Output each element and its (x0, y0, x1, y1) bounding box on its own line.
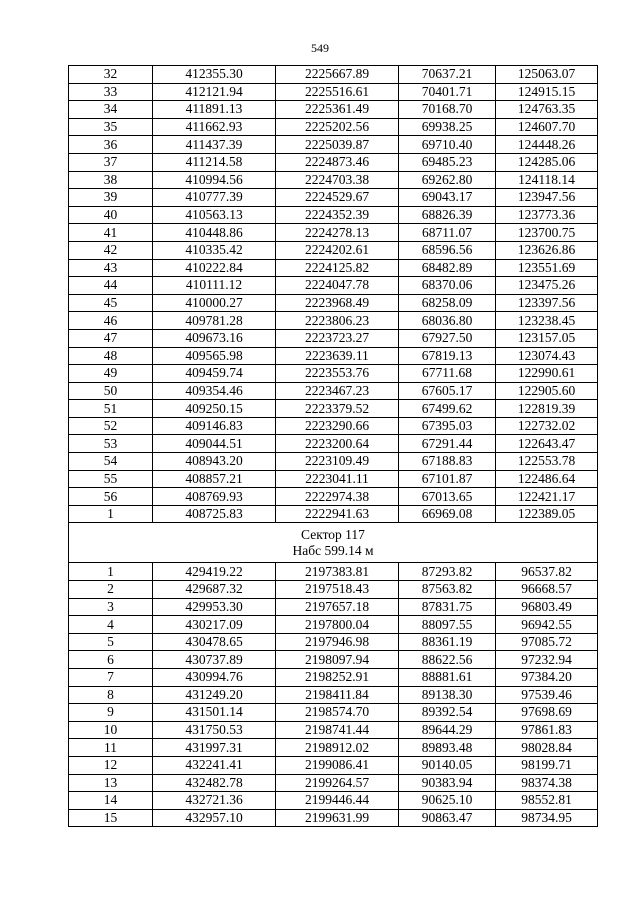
y-local-cell: 123773.36 (496, 206, 598, 224)
x-coordinate-cell: 408725.83 (153, 505, 276, 523)
x-coordinate-cell: 409673.16 (153, 329, 276, 347)
point-number-cell: 52 (69, 417, 153, 435)
y-coordinate-cell: 2198252.91 (276, 669, 399, 687)
y-local-cell: 96537.82 (496, 563, 598, 581)
x-coordinate-cell: 430478.65 (153, 633, 276, 651)
y-local-cell: 98734.95 (496, 809, 598, 827)
x-local-cell: 70168.70 (399, 101, 496, 119)
block2-body (69, 563, 598, 827)
x-coordinate-cell: 430217.09 (153, 616, 276, 634)
table-row (69, 616, 598, 634)
x-local-cell: 66969.08 (399, 505, 496, 523)
x-coordinate-cell: 409354.46 (153, 382, 276, 400)
y-coordinate-cell: 2224202.61 (276, 241, 399, 259)
y-coordinate-cell: 2225361.49 (276, 101, 399, 119)
y-coordinate-cell: 2198411.84 (276, 686, 399, 704)
y-coordinate-cell: 2225667.89 (276, 66, 399, 84)
point-number-cell: 54 (69, 453, 153, 471)
point-number-cell: 45 (69, 294, 153, 312)
x-local-cell: 68258.09 (399, 294, 496, 312)
y-coordinate-cell: 2223723.27 (276, 329, 399, 347)
y-coordinate-cell: 2225039.87 (276, 136, 399, 154)
point-number-cell: 43 (69, 259, 153, 277)
x-coordinate-cell: 410111.12 (153, 277, 276, 295)
x-coordinate-cell: 409565.98 (153, 347, 276, 365)
section-header-row (69, 523, 598, 563)
table-row (69, 224, 598, 242)
x-local-cell: 88361.19 (399, 633, 496, 651)
x-coordinate-cell: 412121.94 (153, 83, 276, 101)
y-coordinate-cell: 2224352.39 (276, 206, 399, 224)
table-row (69, 417, 598, 435)
y-coordinate-cell: 2199446.44 (276, 792, 399, 810)
x-coordinate-cell: 429953.30 (153, 598, 276, 616)
x-local-cell: 69710.40 (399, 136, 496, 154)
table-row (69, 400, 598, 418)
table-row (69, 704, 598, 722)
point-number-cell: 42 (69, 241, 153, 259)
section-subtitle: Набс 599.14 м (292, 543, 374, 559)
x-coordinate-cell: 432241.41 (153, 756, 276, 774)
point-number-cell: 50 (69, 382, 153, 400)
point-number-cell: 3 (69, 598, 153, 616)
x-coordinate-cell: 410777.39 (153, 189, 276, 207)
x-coordinate-cell: 411437.39 (153, 136, 276, 154)
x-local-cell: 67605.17 (399, 382, 496, 400)
y-coordinate-cell: 2224047.78 (276, 277, 399, 295)
y-local-cell: 124915.15 (496, 83, 598, 101)
y-coordinate-cell: 2223041.11 (276, 470, 399, 488)
section-header-body (69, 523, 598, 563)
point-number-cell: 40 (69, 206, 153, 224)
y-coordinate-cell: 2223553.76 (276, 365, 399, 383)
point-number-cell: 11 (69, 739, 153, 757)
x-coordinate-cell: 432721.36 (153, 792, 276, 810)
table-row (69, 136, 598, 154)
x-local-cell: 68711.07 (399, 224, 496, 242)
point-number-cell: 39 (69, 189, 153, 207)
y-coordinate-cell: 2223379.52 (276, 400, 399, 418)
y-coordinate-cell: 2197383.81 (276, 563, 399, 581)
x-local-cell: 69938.25 (399, 118, 496, 136)
table-row (69, 118, 598, 136)
y-local-cell: 98199.71 (496, 756, 598, 774)
section-title: Сектор 117 (301, 527, 365, 543)
table-row (69, 329, 598, 347)
point-number-cell: 12 (69, 756, 153, 774)
table-row (69, 774, 598, 792)
x-coordinate-cell: 431249.20 (153, 686, 276, 704)
x-coordinate-cell: 431750.53 (153, 721, 276, 739)
x-local-cell: 68370.06 (399, 277, 496, 295)
y-local-cell: 123626.86 (496, 241, 598, 259)
x-coordinate-cell: 410335.42 (153, 241, 276, 259)
y-local-cell: 124763.35 (496, 101, 598, 119)
y-coordinate-cell: 2223200.64 (276, 435, 399, 453)
x-local-cell: 68826.39 (399, 206, 496, 224)
x-local-cell: 67711.68 (399, 365, 496, 383)
table-row (69, 365, 598, 383)
x-coordinate-cell: 431997.31 (153, 739, 276, 757)
x-local-cell: 69262.80 (399, 171, 496, 189)
table-row (69, 189, 598, 207)
table-row (69, 809, 598, 827)
x-local-cell: 67188.83 (399, 453, 496, 471)
point-number-cell: 9 (69, 704, 153, 722)
point-number-cell: 33 (69, 83, 153, 101)
point-number-cell: 48 (69, 347, 153, 365)
y-local-cell: 97861.83 (496, 721, 598, 739)
x-coordinate-cell: 410448.86 (153, 224, 276, 242)
x-local-cell: 88622.56 (399, 651, 496, 669)
x-local-cell: 89138.30 (399, 686, 496, 704)
point-number-cell: 34 (69, 101, 153, 119)
table-row (69, 294, 598, 312)
table-row (69, 505, 598, 523)
y-coordinate-cell: 2198574.70 (276, 704, 399, 722)
y-local-cell: 97539.46 (496, 686, 598, 704)
x-coordinate-cell: 429419.22 (153, 563, 276, 581)
x-local-cell: 68482.89 (399, 259, 496, 277)
y-coordinate-cell: 2222974.38 (276, 488, 399, 506)
x-local-cell: 67395.03 (399, 417, 496, 435)
point-number-cell: 6 (69, 651, 153, 669)
y-coordinate-cell: 2199631.99 (276, 809, 399, 827)
x-coordinate-cell: 431501.14 (153, 704, 276, 722)
x-local-cell: 70401.71 (399, 83, 496, 101)
y-local-cell: 123475.26 (496, 277, 598, 295)
x-coordinate-cell: 432482.78 (153, 774, 276, 792)
x-local-cell: 69485.23 (399, 153, 496, 171)
x-coordinate-cell: 432957.10 (153, 809, 276, 827)
x-local-cell: 90625.10 (399, 792, 496, 810)
table-row (69, 206, 598, 224)
point-number-cell: 55 (69, 470, 153, 488)
x-coordinate-cell: 409146.83 (153, 417, 276, 435)
x-local-cell: 88881.61 (399, 669, 496, 687)
block1-body (69, 66, 598, 523)
table-row (69, 756, 598, 774)
page-number: 549 (311, 41, 329, 55)
x-local-cell: 90863.47 (399, 809, 496, 827)
point-number-cell: 10 (69, 721, 153, 739)
y-coordinate-cell: 2223290.66 (276, 417, 399, 435)
y-local-cell: 122421.17 (496, 488, 598, 506)
point-number-cell: 1 (69, 505, 153, 523)
point-number-cell: 37 (69, 153, 153, 171)
y-local-cell: 122486.64 (496, 470, 598, 488)
y-local-cell: 97384.20 (496, 669, 598, 687)
y-coordinate-cell: 2223109.49 (276, 453, 399, 471)
table-row (69, 669, 598, 687)
y-local-cell: 122990.61 (496, 365, 598, 383)
table-row (69, 435, 598, 453)
table-row (69, 171, 598, 189)
table-row (69, 563, 598, 581)
y-local-cell: 98028.84 (496, 739, 598, 757)
point-number-cell: 46 (69, 312, 153, 330)
y-local-cell: 96942.55 (496, 616, 598, 634)
x-local-cell: 87293.82 (399, 563, 496, 581)
point-number-cell: 14 (69, 792, 153, 810)
point-number-cell: 47 (69, 329, 153, 347)
x-local-cell: 90140.05 (399, 756, 496, 774)
y-local-cell: 124118.14 (496, 171, 598, 189)
table-row (69, 453, 598, 471)
x-coordinate-cell: 430994.76 (153, 669, 276, 687)
y-coordinate-cell: 2223639.11 (276, 347, 399, 365)
y-local-cell: 96668.57 (496, 581, 598, 599)
coordinates-table (68, 65, 598, 827)
table-row (69, 277, 598, 295)
table-row (69, 633, 598, 651)
x-local-cell: 67013.65 (399, 488, 496, 506)
y-local-cell: 123157.05 (496, 329, 598, 347)
table-row (69, 470, 598, 488)
y-coordinate-cell: 2224703.38 (276, 171, 399, 189)
y-local-cell: 122905.60 (496, 382, 598, 400)
y-local-cell: 123238.45 (496, 312, 598, 330)
x-local-cell: 89392.54 (399, 704, 496, 722)
point-number-cell: 56 (69, 488, 153, 506)
x-local-cell: 69043.17 (399, 189, 496, 207)
y-local-cell: 125063.07 (496, 66, 598, 84)
x-local-cell: 67101.87 (399, 470, 496, 488)
point-number-cell: 13 (69, 774, 153, 792)
point-number-cell: 44 (69, 277, 153, 295)
table-row (69, 83, 598, 101)
y-coordinate-cell: 2225202.56 (276, 118, 399, 136)
point-number-cell: 36 (69, 136, 153, 154)
y-local-cell: 124448.26 (496, 136, 598, 154)
point-number-cell: 41 (69, 224, 153, 242)
y-local-cell: 98552.81 (496, 792, 598, 810)
table-row (69, 66, 598, 84)
x-local-cell: 87831.75 (399, 598, 496, 616)
y-coordinate-cell: 2224278.13 (276, 224, 399, 242)
y-coordinate-cell: 2198741.44 (276, 721, 399, 739)
y-coordinate-cell: 2223467.23 (276, 382, 399, 400)
y-coordinate-cell: 2223806.23 (276, 312, 399, 330)
point-number-cell: 2 (69, 581, 153, 599)
point-number-cell: 32 (69, 66, 153, 84)
table-row (69, 651, 598, 669)
x-coordinate-cell: 408769.93 (153, 488, 276, 506)
y-coordinate-cell: 2224529.67 (276, 189, 399, 207)
point-number-cell: 15 (69, 809, 153, 827)
x-local-cell: 87563.82 (399, 581, 496, 599)
table-row (69, 259, 598, 277)
y-coordinate-cell: 2197518.43 (276, 581, 399, 599)
x-coordinate-cell: 409250.15 (153, 400, 276, 418)
point-number-cell: 51 (69, 400, 153, 418)
x-coordinate-cell: 411214.58 (153, 153, 276, 171)
y-coordinate-cell: 2197657.18 (276, 598, 399, 616)
table-row (69, 488, 598, 506)
x-coordinate-cell: 410222.84 (153, 259, 276, 277)
table-row (69, 312, 598, 330)
table-row (69, 739, 598, 757)
y-coordinate-cell: 2225516.61 (276, 83, 399, 101)
table-row (69, 241, 598, 259)
x-local-cell: 89893.48 (399, 739, 496, 757)
x-local-cell: 67499.62 (399, 400, 496, 418)
x-coordinate-cell: 409044.51 (153, 435, 276, 453)
y-local-cell: 124607.70 (496, 118, 598, 136)
y-local-cell: 96803.49 (496, 598, 598, 616)
x-coordinate-cell: 410563.13 (153, 206, 276, 224)
table-row (69, 382, 598, 400)
point-number-cell: 4 (69, 616, 153, 634)
y-local-cell: 122732.02 (496, 417, 598, 435)
table-row (69, 686, 598, 704)
x-coordinate-cell: 408943.20 (153, 453, 276, 471)
point-number-cell: 35 (69, 118, 153, 136)
x-coordinate-cell: 410000.27 (153, 294, 276, 312)
y-coordinate-cell: 2198912.02 (276, 739, 399, 757)
x-coordinate-cell: 409781.28 (153, 312, 276, 330)
point-number-cell: 8 (69, 686, 153, 704)
y-local-cell: 122643.47 (496, 435, 598, 453)
x-coordinate-cell: 408857.21 (153, 470, 276, 488)
table-row (69, 347, 598, 365)
table-row (69, 101, 598, 119)
y-local-cell: 97698.69 (496, 704, 598, 722)
x-local-cell: 90383.94 (399, 774, 496, 792)
y-coordinate-cell: 2198097.94 (276, 651, 399, 669)
x-local-cell: 70637.21 (399, 66, 496, 84)
y-coordinate-cell: 2223968.49 (276, 294, 399, 312)
y-coordinate-cell: 2199086.41 (276, 756, 399, 774)
y-local-cell: 97232.94 (496, 651, 598, 669)
y-local-cell: 124285.06 (496, 153, 598, 171)
y-local-cell: 98374.38 (496, 774, 598, 792)
table-row (69, 598, 598, 616)
y-local-cell: 122553.78 (496, 453, 598, 471)
y-coordinate-cell: 2197800.04 (276, 616, 399, 634)
x-local-cell: 67819.13 (399, 347, 496, 365)
table-row (69, 721, 598, 739)
x-local-cell: 88097.55 (399, 616, 496, 634)
x-local-cell: 67291.44 (399, 435, 496, 453)
x-local-cell: 89644.29 (399, 721, 496, 739)
point-number-cell: 7 (69, 669, 153, 687)
table-row (69, 792, 598, 810)
y-local-cell: 123397.56 (496, 294, 598, 312)
table-row (69, 581, 598, 599)
x-local-cell: 67927.50 (399, 329, 496, 347)
x-coordinate-cell: 411891.13 (153, 101, 276, 119)
x-coordinate-cell: 412355.30 (153, 66, 276, 84)
point-number-cell: 5 (69, 633, 153, 651)
y-coordinate-cell: 2224873.46 (276, 153, 399, 171)
y-coordinate-cell: 2197946.98 (276, 633, 399, 651)
y-local-cell: 123074.43 (496, 347, 598, 365)
x-local-cell: 68596.56 (399, 241, 496, 259)
y-local-cell: 123551.69 (496, 259, 598, 277)
point-number-cell: 49 (69, 365, 153, 383)
table-row (69, 153, 598, 171)
y-local-cell: 97085.72 (496, 633, 598, 651)
x-coordinate-cell: 430737.89 (153, 651, 276, 669)
x-coordinate-cell: 410994.56 (153, 171, 276, 189)
y-local-cell: 123700.75 (496, 224, 598, 242)
y-local-cell: 123947.56 (496, 189, 598, 207)
y-local-cell: 122819.39 (496, 400, 598, 418)
y-local-cell: 122389.05 (496, 505, 598, 523)
point-number-cell: 1 (69, 563, 153, 581)
point-number-cell: 38 (69, 171, 153, 189)
section-header-cell (69, 523, 598, 563)
point-number-cell: 53 (69, 435, 153, 453)
y-coordinate-cell: 2222941.63 (276, 505, 399, 523)
x-coordinate-cell: 409459.74 (153, 365, 276, 383)
x-coordinate-cell: 411662.93 (153, 118, 276, 136)
x-local-cell: 68036.80 (399, 312, 496, 330)
x-coordinate-cell: 429687.32 (153, 581, 276, 599)
y-coordinate-cell: 2199264.57 (276, 774, 399, 792)
y-coordinate-cell: 2224125.82 (276, 259, 399, 277)
